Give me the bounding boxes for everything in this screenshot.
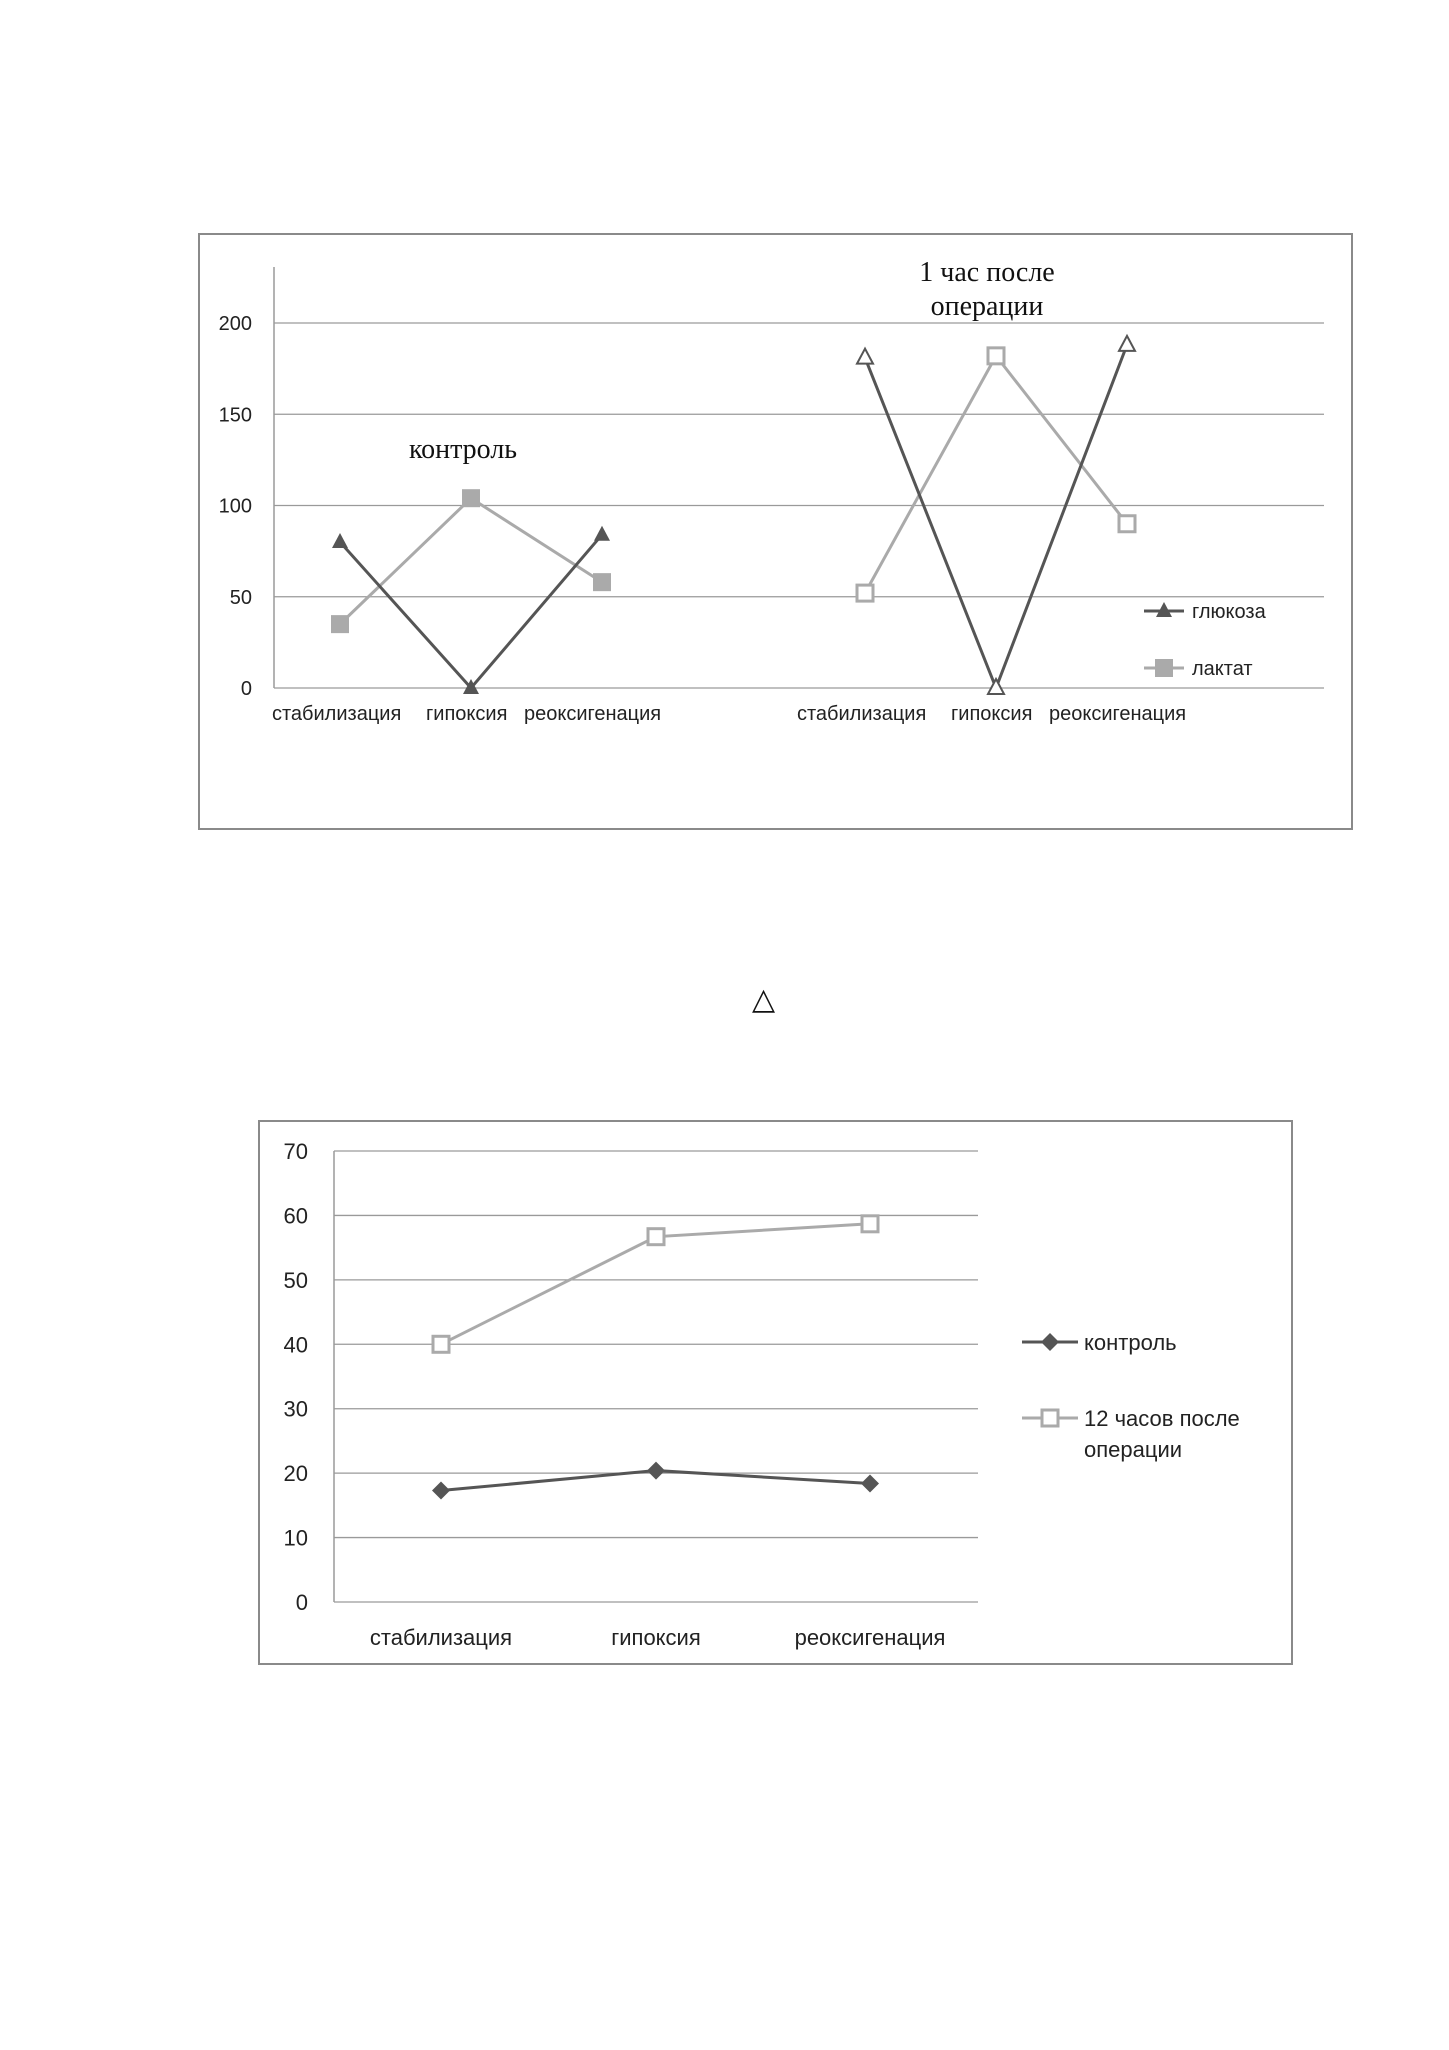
panel-title-control: контроль bbox=[408, 434, 518, 465]
chart-bottom bbox=[258, 1120, 1293, 1665]
y-tick-label: 70 bbox=[283, 1139, 308, 1164]
y-tick-label: 30 bbox=[283, 1396, 308, 1422]
series-line-lactate bbox=[865, 356, 1127, 593]
x-tick-label: стабилизация bbox=[797, 703, 927, 725]
x-tick-label: гипоксия bbox=[951, 703, 1033, 725]
data-point-glucose bbox=[1119, 336, 1135, 351]
y-tick-label: 50 bbox=[283, 1267, 308, 1293]
legend-label: контроль bbox=[1084, 1330, 1177, 1355]
y-tick-label: 100 bbox=[218, 495, 252, 518]
data-point-control bbox=[647, 1462, 665, 1480]
y-tick-label: 0 bbox=[295, 1590, 308, 1615]
legend-marker bbox=[1042, 1410, 1058, 1426]
y-tick-label: 40 bbox=[283, 1332, 308, 1358]
data-point-glucose bbox=[988, 679, 1004, 694]
legend-marker bbox=[1155, 659, 1173, 677]
x-tick-label: гипоксия bbox=[611, 1625, 701, 1650]
data-point-lactate bbox=[331, 615, 349, 633]
legend-marker bbox=[1041, 1333, 1059, 1351]
chart-bottom-svg bbox=[260, 1122, 1291, 1663]
panel-title-line-2: операции bbox=[930, 291, 1044, 322]
y-tick-label: 50 bbox=[229, 586, 252, 609]
legend-label-line-1: 12 часов после bbox=[1084, 1406, 1240, 1431]
chart-top-svg bbox=[200, 235, 1351, 828]
x-tick-label: гипоксия bbox=[426, 703, 508, 725]
data-point-lactate bbox=[1119, 516, 1135, 532]
series-line-lactate bbox=[340, 498, 602, 624]
chart-top bbox=[198, 233, 1353, 830]
y-tick-label: 60 bbox=[283, 1203, 308, 1229]
triangle-separator-icon: △ bbox=[752, 982, 776, 1017]
x-tick-label: реоксигенация bbox=[794, 1625, 946, 1650]
x-tick-label: стабилизация bbox=[369, 1625, 513, 1650]
y-tick-label: 150 bbox=[218, 404, 252, 427]
x-tick-label: реоксигенация bbox=[524, 703, 662, 725]
data-point-lactate bbox=[593, 573, 611, 591]
y-tick-label: 20 bbox=[283, 1461, 308, 1487]
y-tick-label: 10 bbox=[283, 1525, 308, 1551]
data-point-glucose bbox=[594, 526, 610, 541]
data-point-glucose bbox=[332, 533, 348, 548]
legend-label-line-2: операции bbox=[1084, 1437, 1183, 1462]
data-point-twelve-hours bbox=[648, 1229, 664, 1245]
data-point-lactate bbox=[462, 489, 480, 507]
data-point-glucose bbox=[857, 349, 873, 364]
panel-title-line-1: 1 час после bbox=[919, 257, 1055, 288]
data-point-lactate bbox=[988, 348, 1004, 364]
y-tick-label: 200 bbox=[218, 313, 252, 335]
data-point-lactate bbox=[857, 585, 873, 601]
legend-label: глюкоза bbox=[1192, 601, 1266, 623]
data-point-twelve-hours bbox=[433, 1336, 449, 1352]
x-tick-label: реоксигенация bbox=[1049, 703, 1187, 725]
y-tick-label: 0 bbox=[240, 678, 252, 700]
legend-label: лактат bbox=[1192, 658, 1253, 680]
series-line-glucose bbox=[865, 345, 1127, 688]
data-point-twelve-hours bbox=[862, 1216, 878, 1232]
x-tick-label: стабилизация bbox=[272, 703, 402, 725]
data-point-control bbox=[432, 1482, 450, 1500]
data-point-control bbox=[861, 1474, 879, 1492]
